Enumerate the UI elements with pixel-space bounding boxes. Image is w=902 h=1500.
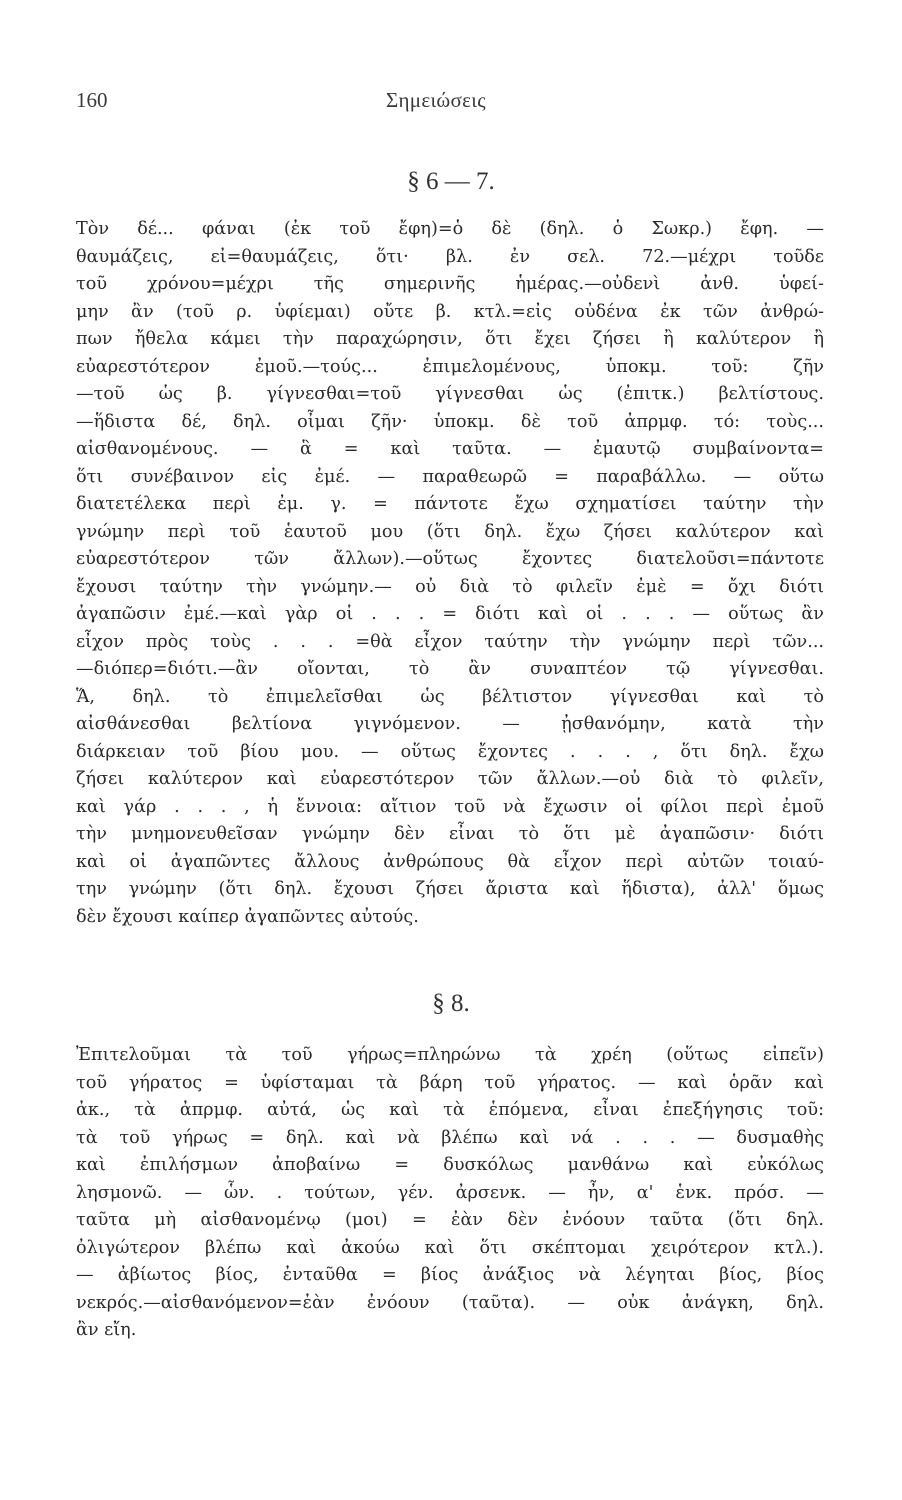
text-line: καὶ ἐπιλήσμων ἀποβαίνω = δυσκόλως μανθάνω καὶ εὐκόλως	[76, 1155, 824, 1175]
text-line: δὲν ἔχουσι καίπερ ἀγαπῶντες αὐτούς.	[76, 906, 419, 927]
text-line: ἀγαπῶσιν ἐμέ.—καὶ γὰρ οἱ . . . = διότι καὶ οἱ . . . — οὕτως ἂν	[76, 604, 824, 624]
text-line: ὀλιγώτερον βλέπω καὶ ἀκούω καὶ ὅτι σκέπτομαι χειρότερον κτλ.).	[76, 1237, 824, 1258]
text-line: διατετέλεκα περὶ ἐμ. γ. = πάντοτε ἔχω σχηματίσει ταύτην τὴν	[76, 494, 824, 514]
text-line: τὴν μνημονευθεῖσαν γνώμην δὲν εἶναι τὸ ὅτι μὲ ἀγαπῶσιν· διότι	[76, 824, 824, 844]
notes-section-8	[76, 1042, 824, 1345]
text-line: διάρκειαν τοῦ βίου μου. — οὕτως ἔχοντες . . . , ὅτι δηλ. ἔχω	[76, 741, 824, 762]
text-line: αἰσθανομένους. — ἃ = καὶ ταῦτα. — ἐμαυτῷ συμβαίνοντα=	[76, 439, 824, 459]
text-line: ἀκ., τὰ ἀπρμφ. αὐτά, ὡς καὶ τὰ ἑπόμενα, εἶναι ἐπεξήγησις τοῦ:	[76, 1100, 824, 1120]
text-line: νεκρός.—αἰσθανόμενον=ἐὰν ἐνόουν (ταῦτα). — οὐκ ἀνάγκη, δηλ.	[76, 1292, 824, 1313]
section-heading-6-7: § 6 — 7.	[407, 168, 495, 195]
text-line: λησμονῶ. — ὧν. . τούτων, γέν. ἀρσενκ. — ἦν, α' ἑνκ. πρόσ. —	[76, 1182, 824, 1203]
section-heading-8: § 8.	[432, 990, 470, 1017]
text-line: καὶ οἱ ἀγαπῶντες ἄλλους ἀνθρώπους θὰ εἶχον περὶ αὐτῶν τοιαύ-	[76, 851, 824, 872]
notes-section-6-7	[76, 216, 824, 931]
text-line: μην ἂν (τοῦ ρ. ὑφίεμαι) οὔτε β. κτλ.=εἰς οὐδένα ἐκ τῶν ἀνθρώ-	[76, 301, 824, 322]
text-line: —τοῦ ὡς β. γίγνεσθαι=τοῦ γίγνεσθαι ὡς (ἐπιτκ.) βελτίστους.	[76, 384, 824, 404]
text-line: —διόπερ=διότι.—ἂν οἴονται, τὸ ἂν συναπτέον τῷ γίγνεσθαι.	[76, 659, 824, 679]
page-number: 160	[76, 88, 108, 112]
text-line: ὅτι συνέβαινον εἰς ἐμέ. — παραθεωρῶ = παραβάλλω. — οὕτω	[76, 466, 824, 487]
text-line: τοῦ χρόνου=μέχρι τῆς σημερινῆς ἡμέρας.—οὐδενὶ ἀνθ. ὑφεί-	[76, 274, 824, 294]
page-header	[76, 88, 846, 118]
text-line: πων ἤθελα κάμει τὴν παραχώρησιν, ὅτι ἔχει ζήσει ἢ καλύτερον ἢ	[76, 329, 824, 349]
text-line: Ἅ, δηλ. τὸ ἐπιμελεῖσθαι ὡς βέλτιστον γίγνεσθαι καὶ τὸ	[76, 686, 824, 707]
text-line: — ἀβίωτος βίος, ἐνταῦθα = βίος ἀνάξιος νὰ λέγηται βίος, βίος	[76, 1265, 824, 1285]
text-line: Ἐπιτελοῦμαι τὰ τοῦ γήρως=πληρώνω τὰ χρέη (οὕτως εἰπεῖν)	[76, 1045, 824, 1065]
text-line: ἂν εἴη.	[76, 1320, 137, 1340]
text-line: ζήσει καλύτερον καὶ εὐαρεστότερον τῶν ἄλλων.—οὐ διὰ τὸ φιλεῖν,	[76, 769, 824, 789]
text-line: εὐαρεστότερον ἐμοῦ.—τούς... ἐπιμελομένους, ὑποκμ. τοῦ: ζῆν	[76, 356, 824, 377]
text-line: τὰ τοῦ γήρως = δηλ. καὶ νὰ βλέπω καὶ νά . . . — δυσμαθὴς	[76, 1127, 824, 1148]
text-line: ἔχουσι ταύτην τὴν γνώμην.— οὐ διὰ τὸ φιλεῖν ἐμὲ = ὄχι διότι	[76, 576, 824, 597]
text-line: εὐαρεστότερον τῶν ἄλλων).—οὕτως ἔχοντες διατελοῦσι=πάντοτε	[76, 549, 824, 569]
text-line: εἶχον πρὸς τοὺς . . . =θὰ εἶχον ταύτην τὴν γνώμην περὶ τῶν...	[76, 631, 824, 652]
text-line: —ἥδιστα δέ, δηλ. οἶμαι ζῆν· ὑποκμ. δὲ τοῦ ἀπρμφ. τό: τοὺς...	[76, 411, 824, 432]
running-head: Σημειώσεις	[386, 88, 486, 112]
text-line: Τὸν δέ... φάναι (ἐκ τοῦ ἔφη)=ὁ δὲ (δηλ. ὁ Σωκρ.) ἔφη. —	[76, 219, 824, 239]
text-line: καὶ γάρ . . . , ἡ ἔννοια: αἴτιον τοῦ νὰ ἔχωσιν οἱ φίλοι περὶ ἐμοῦ	[76, 796, 824, 817]
text-line: γνώμην περὶ τοῦ ἑαυτοῦ μου (ὅτι δηλ. ἔχω ζήσει καλύτερον καὶ	[76, 521, 824, 542]
text-line: τοῦ γήρατος = ὑφίσταμαι τὰ βάρη τοῦ γήρατος. — καὶ ὁρᾶν καὶ	[76, 1072, 824, 1093]
text-line: την γνώμην (ὅτι δηλ. ἔχουσι ζήσει ἄριστα καὶ ἥδιστα), ἀλλ' ὅμως	[76, 879, 824, 899]
text-line: ταῦτα μὴ αἰσθανομένῳ (μοι) = ἐὰν δὲν ἐνόουν ταῦτα (ὅτι δηλ.	[76, 1210, 824, 1230]
text-line: θαυμάζεις, εἰ=θαυμάζεις, ὅτι· βλ. ἐν σελ. 72.—μέχρι τοῦδε	[76, 246, 824, 267]
text-line: αἰσθάνεσθαι βελτίονα γιγνόμενον. — ᾐσθανόμην, κατὰ τὴν	[76, 714, 824, 734]
